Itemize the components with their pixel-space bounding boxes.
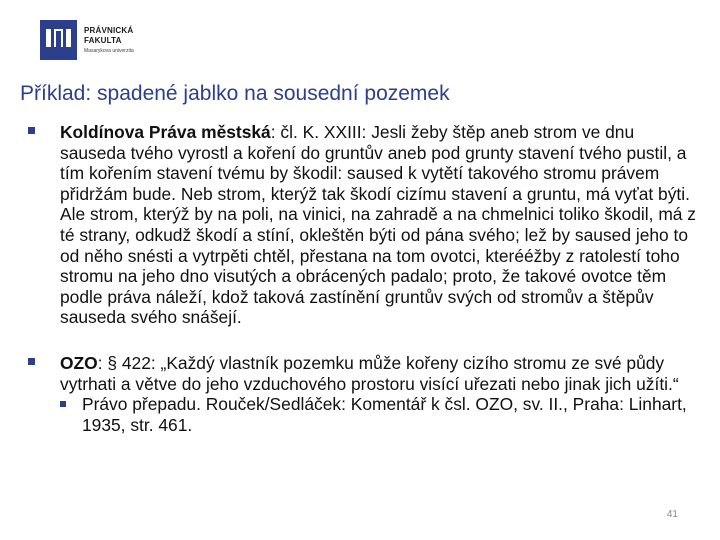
slide-title: Příklad: spadené jablko na sousední pozemek [20,82,450,105]
bullet-ozo-heading: OZO [60,352,98,373]
bullet-square-icon [28,127,35,134]
bullet-ozo-text: : § 422: „Každý vlastník pozemku může kořeny cizího stromu ze své půdy vytrhati a větve do jeho vzduchového prostoru visící uřezati nebo jinak jich užíti.“ [60,352,679,394]
bullet-ozo [40,353,700,435]
sub-bullet-commentary [60,394,700,435]
sub-bullet-square-icon [60,401,66,407]
bullet-koldin [40,122,700,328]
bullet-square-icon [28,358,35,365]
logo-text-line2: FAKULTA [84,36,122,45]
faculty-logo [40,20,160,60]
sub-bullet-commentary-text: Právo přepadu. Rouček/Sedláček: Komentář k čsl. OZO, sv. II., Praha: Linhart, 1935, str. 461. [82,394,687,435]
bullet-koldin-text: : čl. K. XXIII: Jesli žeby štěp aneb strom ve dnu sauseda tvého vyrostl a koření do gruntův aneb pod grunty stavení tvého pustil, a tím kořením stavení tvému by škodil: saused k vytětí takového stromu právem přidržám bude. Neb strom, kterýž tak škodí cizímu stavení a gruntu, má vyťat býti. Ale strom, kterýž by na poli, na vinici, na zahradě a na chmelnici toliko škodil, má z té strany, odkudž škodí a stíní, okleštěn býti od pána svého; lež by saused jeho to od něho snésti a vytrpěti chtěl, přestana na tom ovotci, kterééžby z ratolestí toho stromu na jeho dno visutých a obrácených padalo; proto, že takové ovotce těm podle práva náleží, kdož taková zastínění gruntův svých od stromův a štěpův sauseda svého snášejí. [60,122,697,328]
logo-text-line3: Masarykova univerzita [84,48,134,54]
logo-text-line1: PRÁVNICKÁ [84,26,134,35]
page-number: 41 [666,509,678,520]
faculty-logo-icon [40,20,77,60]
bullet-koldin-heading: Koldínova Práva městská [60,122,271,142]
slide-body [40,122,700,435]
